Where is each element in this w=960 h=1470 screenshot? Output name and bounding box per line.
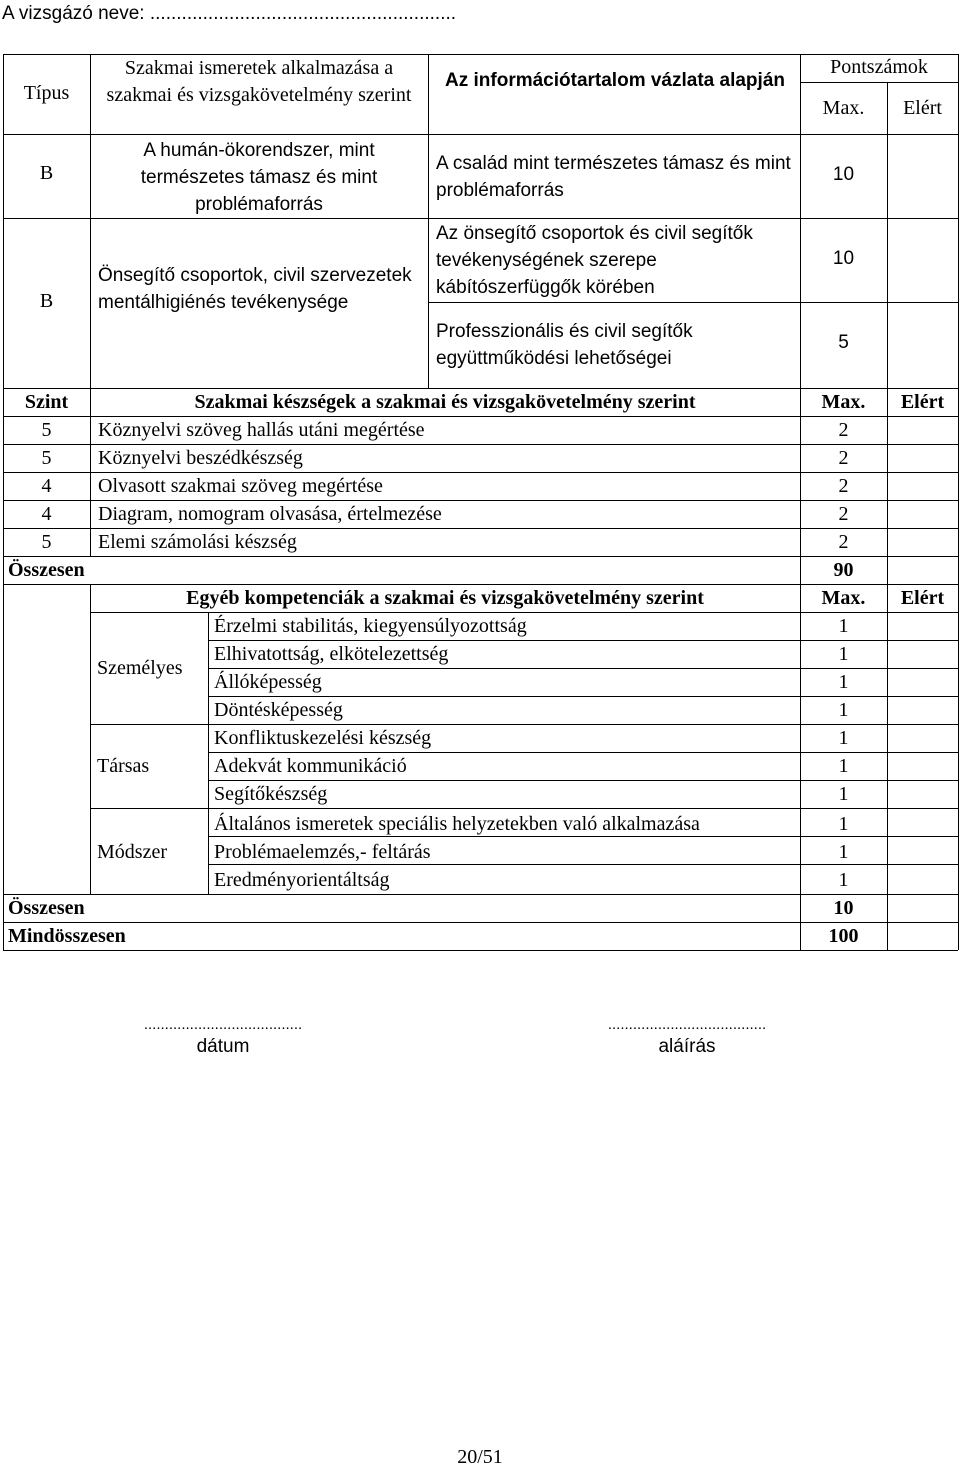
max-cell: 1 [838, 869, 849, 891]
grand-total-value: 100 [828, 925, 859, 947]
skill-cell: Diagram, nomogram olvasása, értelmezése [98, 503, 442, 525]
info-cell: Professzionális és civil segítők együttműködési lehetőségei [436, 321, 693, 369]
competency-item: Érzelmi stabilitás, kiegyensúlyozottság [214, 615, 527, 637]
col-points-header: Pontszámok [830, 56, 928, 78]
competency-group-personal: Személyes [97, 657, 183, 679]
competency-item: Adekvát kommunikáció [214, 755, 407, 777]
competencies-total-label: Összesen [8, 897, 85, 919]
max-cell: 1 [838, 699, 849, 721]
level-cell: 5 [41, 447, 52, 469]
max-cell: 1 [838, 783, 849, 805]
skills-total-value: 90 [833, 559, 854, 581]
info-cell: Az önsegítő csoportok és civil segítők tevékenységének szerepe kábítószerfüggők körében [436, 223, 753, 298]
max-cell: 2 [838, 531, 849, 553]
max-cell: 1 [838, 755, 849, 777]
competency-group-method: Módszer [97, 841, 167, 863]
type-cell: B [39, 162, 54, 184]
signature-dots: ...................................... [607, 1016, 767, 1033]
max-cell: 1 [838, 841, 849, 863]
max-cell: 2 [838, 503, 849, 525]
col-knowledge-header: Szakmai ismeretek alkalmazása a szakmai és vizsgakövetelmény szerint [106, 57, 412, 106]
max-cell: 1 [838, 813, 849, 835]
max-cell: 2 [838, 419, 849, 441]
max-cell: 1 [838, 671, 849, 693]
max-cell: 1 [838, 643, 849, 665]
skill-cell: Olvasott szakmai szöveg megértése [98, 475, 383, 497]
col-max-header: Max. [822, 97, 865, 119]
knowledge-cell: Önsegítő csoportok, civil szervezetek mentálhigiénés tevékenysége [98, 265, 412, 313]
competency-item: Állóképesség [214, 671, 322, 693]
max-cell: 10 [832, 164, 855, 185]
competency-item: Konfliktuskezelési készség [214, 727, 432, 749]
level-cell: 4 [41, 503, 52, 525]
col-info-header: Az információtartalom vázlata alapján [445, 70, 785, 91]
examinee-name-label: A vizsgázó neve: .......................................................... [2, 3, 457, 24]
col-max-header: Max. [821, 391, 866, 413]
grand-total-label: Mindösszesen [8, 925, 126, 947]
max-cell: 2 [838, 475, 849, 497]
max-cell: 1 [838, 727, 849, 749]
col-type-header: Típus [23, 82, 70, 104]
date-dots: ...................................... [143, 1016, 303, 1033]
level-cell: 5 [41, 419, 52, 441]
knowledge-cell: A humán-ökorendszer, mint természetes támasz és mint problémaforrás [140, 140, 378, 215]
competencies-header: Egyéb kompetenciák a szakmai és vizsgakövetelmény szerint [186, 587, 704, 609]
skills-total-label: Összesen [8, 559, 85, 581]
competency-item: Döntésképesség [214, 699, 343, 721]
skill-cell: Köznyelvi beszédkészség [98, 447, 303, 469]
col-achieved-header: Elért [900, 391, 945, 413]
col-achieved-header: Elért [903, 97, 942, 119]
competency-item: Segítőkészség [214, 783, 328, 805]
skill-cell: Elemi számolási készség [98, 531, 297, 553]
max-cell: 10 [832, 248, 855, 269]
skill-cell: Köznyelvi szöveg hallás utáni megértése [98, 419, 425, 441]
date-label: dátum [196, 1036, 250, 1057]
max-cell: 2 [838, 447, 849, 469]
competencies-total-value: 10 [833, 897, 854, 919]
competency-item: Általános ismeretek speciális helyzetekben való alkalmazása [214, 813, 700, 835]
level-cell: 5 [41, 531, 52, 553]
competency-group-social: Társas [97, 755, 150, 777]
competency-item: Problémaelemzés,- feltárás [214, 841, 431, 863]
col-skill-header: Szakmai készségek a szakmai és vizsgakövetelmény szerint [194, 391, 696, 413]
info-cell: A család mint természetes támasz és mint problémaforrás [436, 153, 791, 201]
max-cell: 1 [838, 615, 849, 637]
col-achieved-header: Elért [900, 587, 945, 609]
level-cell: 4 [41, 475, 52, 497]
col-level-header: Szint [24, 391, 69, 413]
type-cell: B [39, 290, 54, 312]
col-max-header: Max. [821, 587, 866, 609]
max-cell: 5 [838, 332, 849, 353]
page-number: 20/51 [457, 1446, 503, 1468]
signature-label: aláírás [658, 1036, 716, 1057]
competency-item: Eredményorientáltság [214, 869, 390, 891]
competency-item: Elhivatottság, elkötelezettség [214, 643, 449, 665]
